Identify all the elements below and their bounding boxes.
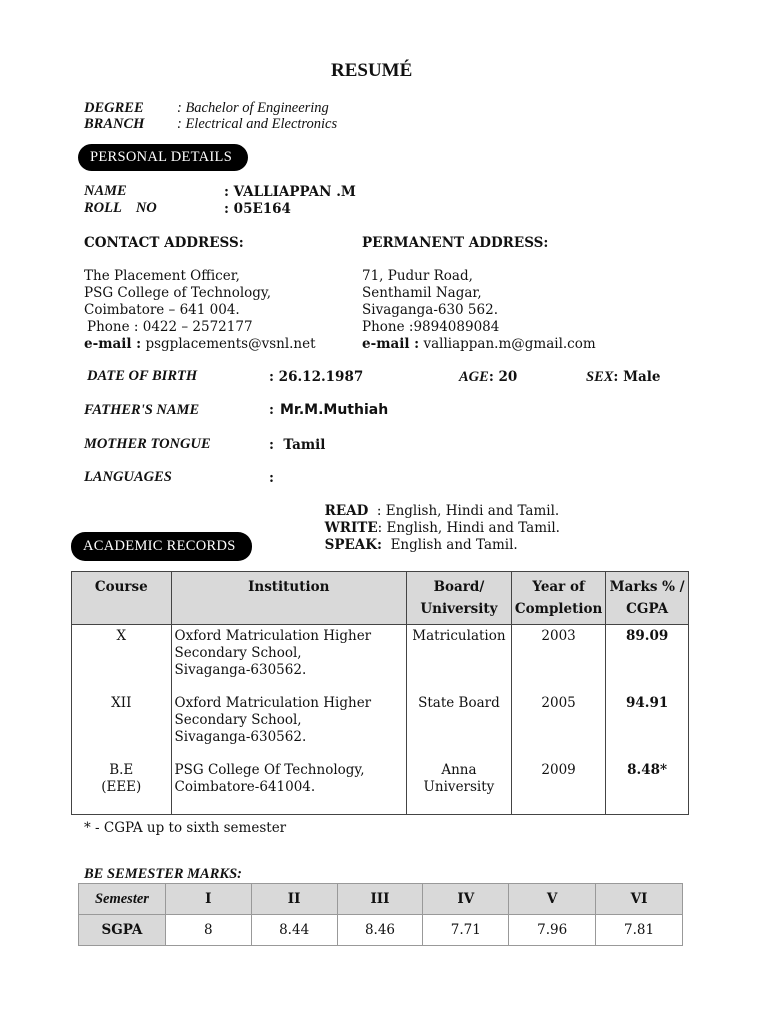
permanent-phone-value: :9894089084 (408, 319, 500, 335)
board-line: University (423, 778, 495, 795)
sgpa-value: 7.81 (596, 915, 683, 946)
institution-line: Oxford Matriculation Higher (174, 694, 372, 711)
contact-line-3: Coimbatore – 641 004. (84, 302, 240, 318)
degree-label: DEGREE (84, 100, 144, 116)
read-value: : English, Hindi and Tamil. (368, 503, 560, 519)
permanent-phone-label: Phone (362, 319, 405, 335)
languages-colon: : (269, 470, 274, 486)
father-label: FATHER'S NAME (84, 402, 200, 418)
institution-line: Coimbatore-641004. (174, 778, 316, 795)
sgpa-label: SGPA (79, 915, 166, 946)
semester-table (78, 883, 683, 946)
contact-email-value: psgplacements@vsnl.net (145, 336, 316, 352)
semester-col: III (337, 884, 423, 915)
year-cell: 2003 (511, 625, 605, 692)
permanent-line-1: 71, Pudur Road, (362, 268, 473, 284)
course-cell: X (72, 625, 172, 692)
age-label: AGE (459, 369, 489, 385)
contact-line-2: PSG College of Technology, (84, 285, 272, 301)
marks-cell: 8.48* (606, 759, 689, 815)
sgpa-value: 8 (165, 915, 251, 946)
marks-cell: 94.91 (606, 692, 689, 759)
col-marks: Marks % / CGPA (606, 572, 689, 625)
institution-line: Sivaganga-630562. (174, 728, 307, 745)
institution-cell (171, 692, 406, 759)
academic-table (71, 571, 689, 815)
board-cell: State Board (406, 692, 511, 759)
institution-line: Oxford Matriculation Higher (174, 628, 372, 644)
age-value: : 20 (488, 369, 518, 385)
roll-label: ROLL NO (84, 200, 157, 216)
sex-field (586, 369, 661, 386)
permanent-phone (362, 319, 499, 335)
branch-label: BRANCH (84, 116, 145, 132)
institution-line: PSG College Of Technology, (174, 761, 365, 778)
year-cell: 2009 (511, 759, 605, 815)
col-course: Course (72, 572, 172, 625)
personal-details-header: PERSONAL DETAILS (78, 144, 248, 171)
institution-line: Secondary School, (174, 711, 302, 728)
table-row (72, 759, 689, 815)
institution-cell (171, 625, 406, 692)
course-line: B.E (109, 761, 134, 778)
permanent-email (362, 336, 596, 352)
board-cell: Matriculation (406, 625, 511, 692)
read-label: READ (324, 503, 369, 519)
contact-line-1: The Placement Officer, (84, 268, 240, 284)
board-cell (406, 759, 511, 815)
sgpa-value: 8.46 (337, 915, 423, 946)
year-cell: 2005 (511, 692, 605, 759)
institution-line: Secondary School, (174, 645, 302, 661)
mother-tongue-value: : Tamil (269, 437, 326, 453)
roll-value: : 05E164 (224, 201, 291, 217)
contact-address-label: CONTACT ADDRESS: (84, 235, 244, 251)
semester-label: Semester (79, 884, 166, 915)
language-speak (316, 521, 518, 553)
semester-col: II (251, 884, 337, 915)
degree-value: : Bachelor of Engineering (177, 100, 329, 116)
academic-records-header: ACADEMIC RECORDS (71, 532, 252, 561)
branch-value: : Electrical and Electronics (177, 116, 338, 132)
course-cell: XII (72, 692, 172, 759)
resume-title: RESUMÉ (331, 60, 413, 81)
contact-phone-value: : 0422 – 2572177 (133, 319, 253, 335)
sgpa-value: 7.96 (509, 915, 596, 946)
age-field (459, 369, 517, 386)
cgpa-footnote: * - CGPA up to sixth semester (84, 820, 287, 836)
permanent-line-3: Sivaganga-630 562. (362, 302, 498, 318)
dob-label: DATE OF BIRTH (87, 368, 198, 384)
father-value: Mr.M.Muthiah (280, 402, 389, 418)
col-year: Year of Completion (511, 572, 605, 625)
col-institution: Institution (171, 572, 406, 625)
institution-line: Sivaganga-630562. (174, 662, 307, 678)
write-value: : English, Hindi and Tamil. (377, 520, 560, 536)
semester-col: I (165, 884, 251, 915)
contact-email-label: e-mail : (84, 336, 142, 352)
semester-col: IV (423, 884, 509, 915)
languages-label: LANGUAGES (84, 469, 172, 485)
semester-header-row (79, 884, 683, 915)
permanent-email-value: valliappan.m@gmail.com (423, 336, 596, 352)
semester-col: VI (596, 884, 683, 915)
table-row (72, 625, 689, 692)
permanent-email-label: e-mail : (362, 336, 420, 352)
table-row (72, 692, 689, 759)
permanent-address-label: PERMANENT ADDRESS: (362, 235, 549, 251)
contact-phone (87, 319, 253, 335)
sex-value: : Male (613, 369, 661, 385)
course-cell (72, 759, 172, 815)
speak-value: English and Tamil. (381, 537, 518, 553)
sgpa-value: 7.71 (423, 915, 509, 946)
sex-label: SEX (586, 369, 614, 385)
write-label: WRITE (324, 520, 378, 536)
sgpa-value: 8.44 (251, 915, 337, 946)
board-line: Anna (441, 761, 477, 778)
dob-value: : 26.12.1987 (269, 369, 364, 385)
contact-email (84, 336, 316, 352)
academic-header-row (72, 572, 689, 625)
mother-tongue-label: MOTHER TONGUE (84, 436, 211, 452)
speak-label: SPEAK: (324, 537, 382, 553)
permanent-line-2: Senthamil Nagar, (362, 285, 482, 301)
name-label: NAME (84, 183, 127, 199)
marks-cell: 89.09 (606, 625, 689, 692)
name-value: : VALLIAPPAN .M (224, 184, 356, 200)
course-line: (EEE) (101, 778, 142, 795)
father-colon: : (269, 402, 274, 418)
semester-col: V (509, 884, 596, 915)
institution-cell (171, 759, 406, 815)
col-board: Board/ University (406, 572, 511, 625)
contact-phone-label: Phone (87, 319, 130, 335)
sgpa-row (79, 915, 683, 946)
semester-marks-heading: BE SEMESTER MARKS: (84, 866, 242, 882)
